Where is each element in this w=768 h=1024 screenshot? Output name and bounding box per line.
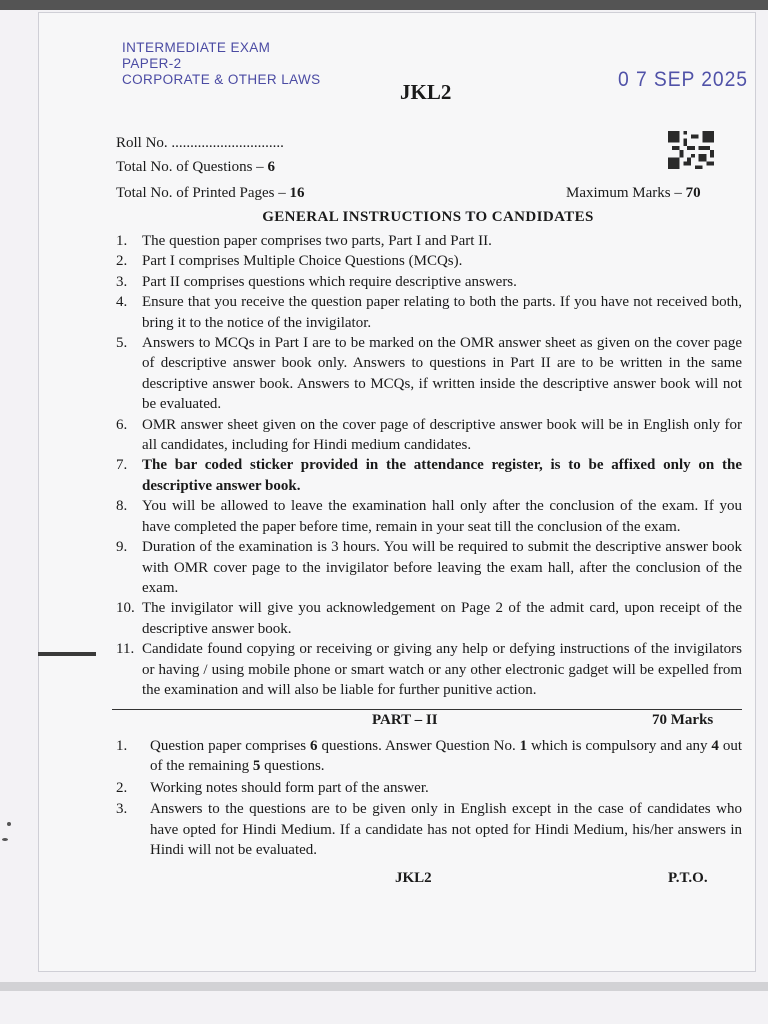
divider [112, 709, 742, 710]
instructions-list [112, 231, 742, 700]
exam-stamp-line-2: PAPER-2 [122, 56, 182, 71]
part-instruction-item: 1. Question paper comprises 6 questions. Answer Question No. 1 which is compulsory and any 4 out of the remaining 5 questions. [116, 738, 743, 775]
roll-number: Roll No. .............................. [116, 135, 284, 151]
instruction-item: 9. Duration of the examination is 3 hours. You will be required to submit the descriptive answer book with OMR cover page to the invigilator before leaving the exam hall, after the conclusion of the exam. [116, 539, 742, 596]
part-instruction-item: 3. Answers to the questions are to be given only in English except in the case of candidates who have opted for Hindi Medium. If a candidate has not opted for Hindi Medium, his/her answers in Hindi will not be evaluated. [116, 801, 742, 859]
exam-stamp-line-3: CORPORATE & OTHER LAWS [122, 72, 321, 87]
part-instruction-item: 2. Working notes should form part of the answer. [116, 779, 429, 796]
date-stamp: 0 7 SEP 2025 [618, 68, 748, 91]
part-instructions-list [112, 736, 742, 861]
instructions-title: GENERAL INSTRUCTIONS TO CANDIDATES [262, 209, 594, 225]
instruction-item: 4. Ensure that you receive the question paper relating to both the parts. If you have not received both, bring it to the notice of the invigilator. [116, 294, 742, 331]
instruction-item: 3. Part II comprises questions which require descriptive answers. [116, 273, 517, 290]
footer-paper-code: JKL2 [395, 870, 432, 886]
scan-speck [2, 838, 8, 841]
instruction-item-bold: 7. The bar coded sticker provided in the attendance register, is to be affixed only on the descriptive answer book. [116, 457, 742, 494]
total-questions: Total No. of Questions – 6 [116, 159, 275, 175]
instruction-item: 1. The question paper comprises two parts, Part I and Part II. [116, 233, 492, 249]
instruction-item: 6. OMR answer sheet given on the cover page of descriptive answer book will be in English only for all candidates, including for Hindi medium candidates. [116, 416, 742, 454]
total-pages: Total No. of Printed Pages – 16 [116, 185, 305, 201]
qr-code-icon [668, 130, 714, 170]
instruction-item: 10. The invigilator will give you acknowledgement on Page 2 of the admit card, upon receipt of the descriptive answer book. [116, 600, 742, 637]
instruction-item: 11. Candidate found copying or receiving or giving any help or defying instructions of the invigilators or having / using mobile phone or smart watch or any other electronic gadget will be expelled from the examination and will also be liable for further punitive action. [116, 641, 742, 698]
scan-speck [7, 822, 11, 826]
margin-mark [38, 652, 96, 656]
part-marks: 70 Marks [652, 712, 714, 728]
part-title: PART – II [372, 712, 438, 728]
exam-stamp-line-1: INTERMEDIATE EXAM [122, 40, 271, 55]
footer-pto: P.T.O. [668, 870, 708, 886]
paper-code: JKL2 [400, 80, 452, 104]
instruction-item: 2. Part I comprises Multiple Choice Questions (MCQs). [116, 253, 463, 270]
instruction-item: 8. You will be allowed to leave the examination hall only after the conclusion of the exam. If you have completed the paper before time, remain in your seat till the conclusion of the exam. [116, 498, 742, 535]
instruction-item: 5. Answers to MCQs in Part I are to be marked on the OMR answer sheet as given on the cover page of descriptive answer book only. Answers to questions in Part II are to be written in the same descriptive answer book. Answers to MCQs, if written inside the descriptive answer book will not be evaluated. [116, 335, 742, 413]
scan-top-edge [0, 0, 768, 10]
maximum-marks: Maximum Marks – 70 [566, 185, 701, 201]
scan-bottom-edge [0, 982, 768, 991]
